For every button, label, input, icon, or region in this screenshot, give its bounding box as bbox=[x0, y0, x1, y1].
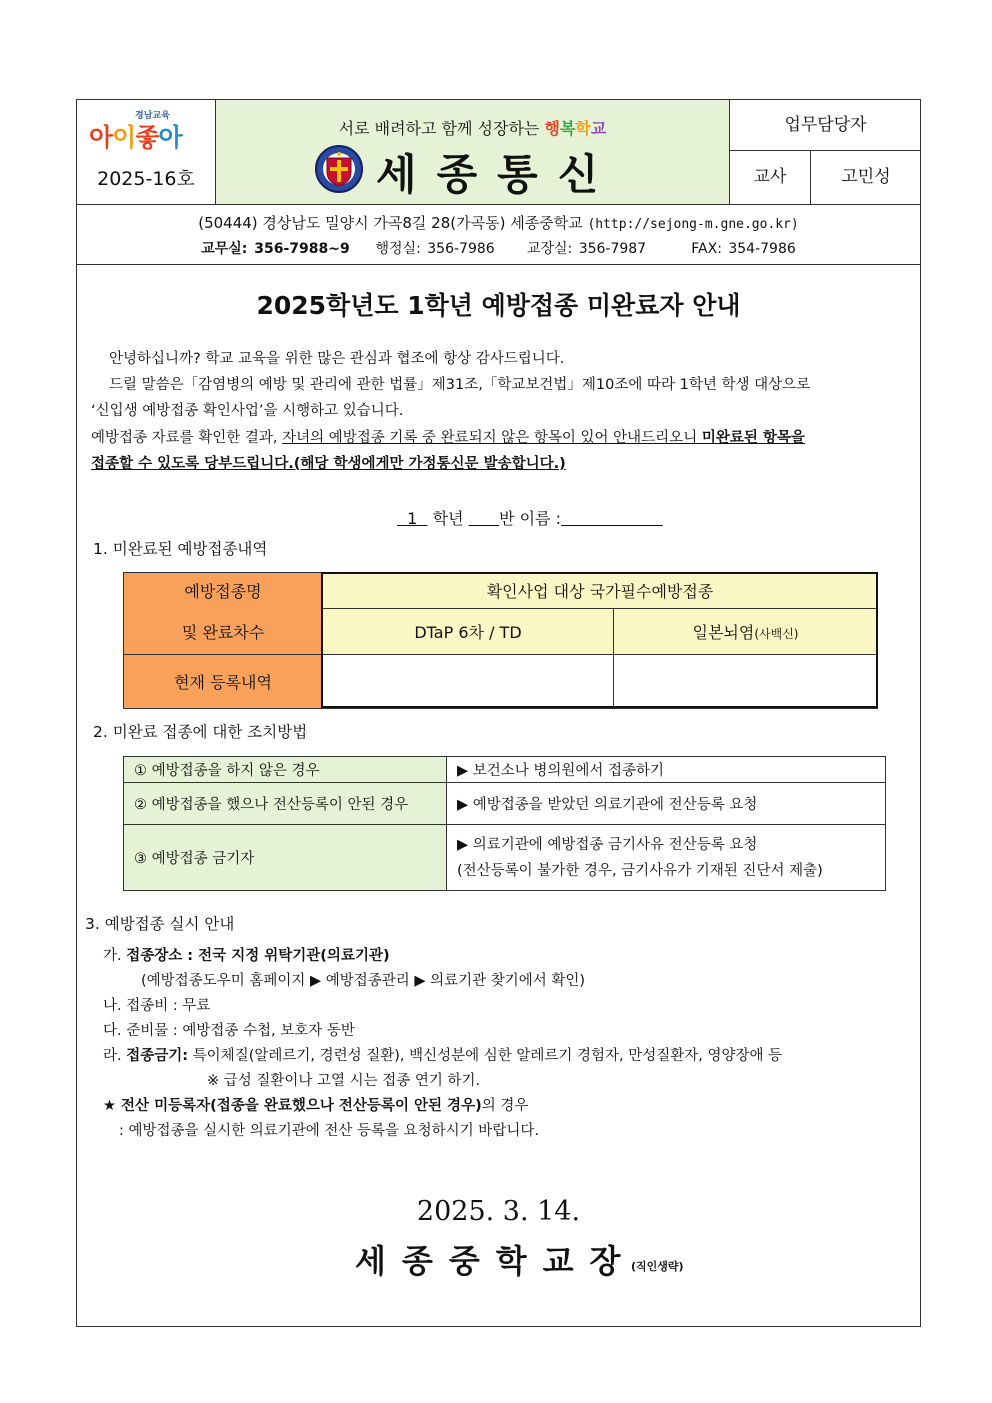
office-phone: 교무실: 356-7988~9 bbox=[201, 241, 350, 257]
school-emblem-icon bbox=[314, 144, 364, 194]
newsletter-title: 세종통신 bbox=[376, 150, 619, 199]
fax-number: FAX: 354-7986 bbox=[691, 241, 796, 257]
class-blank bbox=[469, 509, 500, 528]
title-cell bbox=[216, 100, 729, 204]
name-blank bbox=[561, 509, 663, 528]
newsletter-header bbox=[77, 100, 920, 205]
action-table bbox=[123, 756, 886, 891]
issue-number: 2025-16호 bbox=[97, 168, 195, 190]
principal-signature: 세종중학교장 bbox=[355, 1242, 637, 1280]
current-record-label: 현재 등록내역 bbox=[124, 655, 323, 709]
guide-b: 나. 접종비 : 무료 bbox=[103, 998, 211, 1014]
principal-phone: 교장실: 356-7987 bbox=[526, 241, 647, 257]
guide-a: 가. 접종장소 : 전국 지정 위탁기관(의료기관) bbox=[103, 948, 390, 964]
case-3: ③ 예방접종 금기자 bbox=[124, 825, 447, 891]
school-url: (http://sejong-m.gne.go.kr) bbox=[587, 217, 799, 232]
target-vaccines-header: 확인사업 대상 국가필수예방접종 bbox=[323, 573, 878, 609]
school-address-block bbox=[77, 204, 920, 265]
staff-label: 업무담당자 bbox=[730, 100, 921, 151]
dtap-record-cell bbox=[323, 655, 614, 709]
school-slogan: 서로 배려하고 함께 성장하는 행복학교 bbox=[338, 119, 607, 138]
vaccine-japanese-encephalitis: 일본뇌염(사백신) bbox=[614, 609, 878, 655]
vaccine-name-label: 예방접종명 bbox=[124, 573, 323, 609]
student-grade: 1 bbox=[407, 509, 418, 528]
seal-omitted-note: (직인생략) bbox=[631, 1260, 684, 1273]
je-record-cell bbox=[614, 655, 878, 709]
logo-cell bbox=[77, 100, 216, 204]
staff-cell bbox=[729, 100, 921, 204]
staff-role: 교사 bbox=[730, 151, 811, 204]
admin-phone: 행정실: 356-7986 bbox=[375, 241, 495, 257]
guide-a-sub: (예방접종도우미 홈페이지 ▶ 예방접종관리 ▶ 의료기관 찾기에서 확인) bbox=[141, 973, 586, 989]
intro-line-2: 드릴 말씀은「감염병의 예방 및 관리에 관한 법률」제31조,「학교보건법」제10조에 따라 1학년 학생 대상으로 bbox=[109, 377, 811, 393]
guide-c: 다. 준비물 : 예방접종 수첩, 보호자 동반 bbox=[103, 1023, 355, 1039]
action-2: ▶ 예방접종을 받았던 의료기관에 전산등록 요청 bbox=[447, 783, 886, 825]
dose-label: 및 완료차수 bbox=[124, 609, 323, 655]
education-logo: 아이좋아 bbox=[89, 123, 182, 152]
student-info-line: 1 학년 반 이름 : bbox=[397, 506, 663, 529]
case-2: ② 예방접종을 했으나 전산등록이 안된 경우 bbox=[124, 783, 447, 825]
case-1: ① 예방접종을 하지 않은 경우 bbox=[124, 757, 447, 783]
vaccination-table bbox=[123, 572, 878, 709]
unregistered-note-sub: : 예방접종을 실시한 의료기관에 전산 등록을 요청하시기 바랍니다. bbox=[119, 1123, 539, 1139]
intro-line-4: 예방접종 자료를 확인한 결과, 자녀의 예방접종 기록 중 완료되지 않은 항목이 있어 안내드리오니 미완료된 항목을 bbox=[91, 430, 805, 446]
section-3-title: 3. 예방접종 실시 안내 bbox=[85, 915, 235, 933]
intro-line-3: ‘신입생 예방접종 확인사업’을 시행하고 있습니다. bbox=[91, 403, 404, 419]
newsletter-frame bbox=[76, 99, 921, 1327]
unregistered-note: ★ 전산 미등록자(접종을 완료했으나 전산등록이 안된 경우)의 경우 bbox=[103, 1098, 529, 1114]
action-3: ▶ 의료기관에 예방접종 금기사유 전산등록 요청 (전산등록이 불가한 경우, 금기사유가 기재된 진단서 제출) bbox=[447, 825, 886, 891]
intro-line-1: 안녕하십니까? 학교 교육을 위한 많은 관심과 협조에 항상 감사드립니다. bbox=[109, 351, 565, 367]
intro-line-5: 접종할 수 있도록 당부드립니다.(해당 학생에게만 가정통신문 발송합니다.) bbox=[91, 456, 566, 472]
section-1-title: 1. 미완료된 예방접종내역 bbox=[93, 540, 268, 558]
guide-d-sub: ※ 급성 질환이나 고열 시는 접종 연기 하기. bbox=[207, 1073, 481, 1089]
issue-date: 2025. 3. 14. bbox=[416, 1196, 581, 1227]
section-2-title: 2. 미완료 접종에 대한 조치방법 bbox=[93, 723, 308, 741]
document-title: 2025학년도 1학년 예방접종 미완료자 안내 bbox=[256, 291, 741, 320]
guide-d: 라. 접종금기: 특이체질(알레르기, 경련성 질환), 백신성분에 심한 알레르기 경험자, 만성질환자, 영양장애 등 bbox=[103, 1048, 783, 1064]
action-1: ▶ 보건소나 병의원에서 접종하기 bbox=[447, 757, 886, 783]
contact-numbers bbox=[77, 238, 920, 258]
staff-name: 고민성 bbox=[841, 167, 891, 187]
logo-caption: 경남교육 bbox=[135, 111, 170, 121]
school-address: (50444) 경상남도 밀양시 가곡8길 28(가곡동) 세종중학교 (http://sejong-m.gne.go.kr) bbox=[198, 214, 799, 232]
vaccine-dtap: DTaP 6차 / TD bbox=[323, 609, 614, 655]
